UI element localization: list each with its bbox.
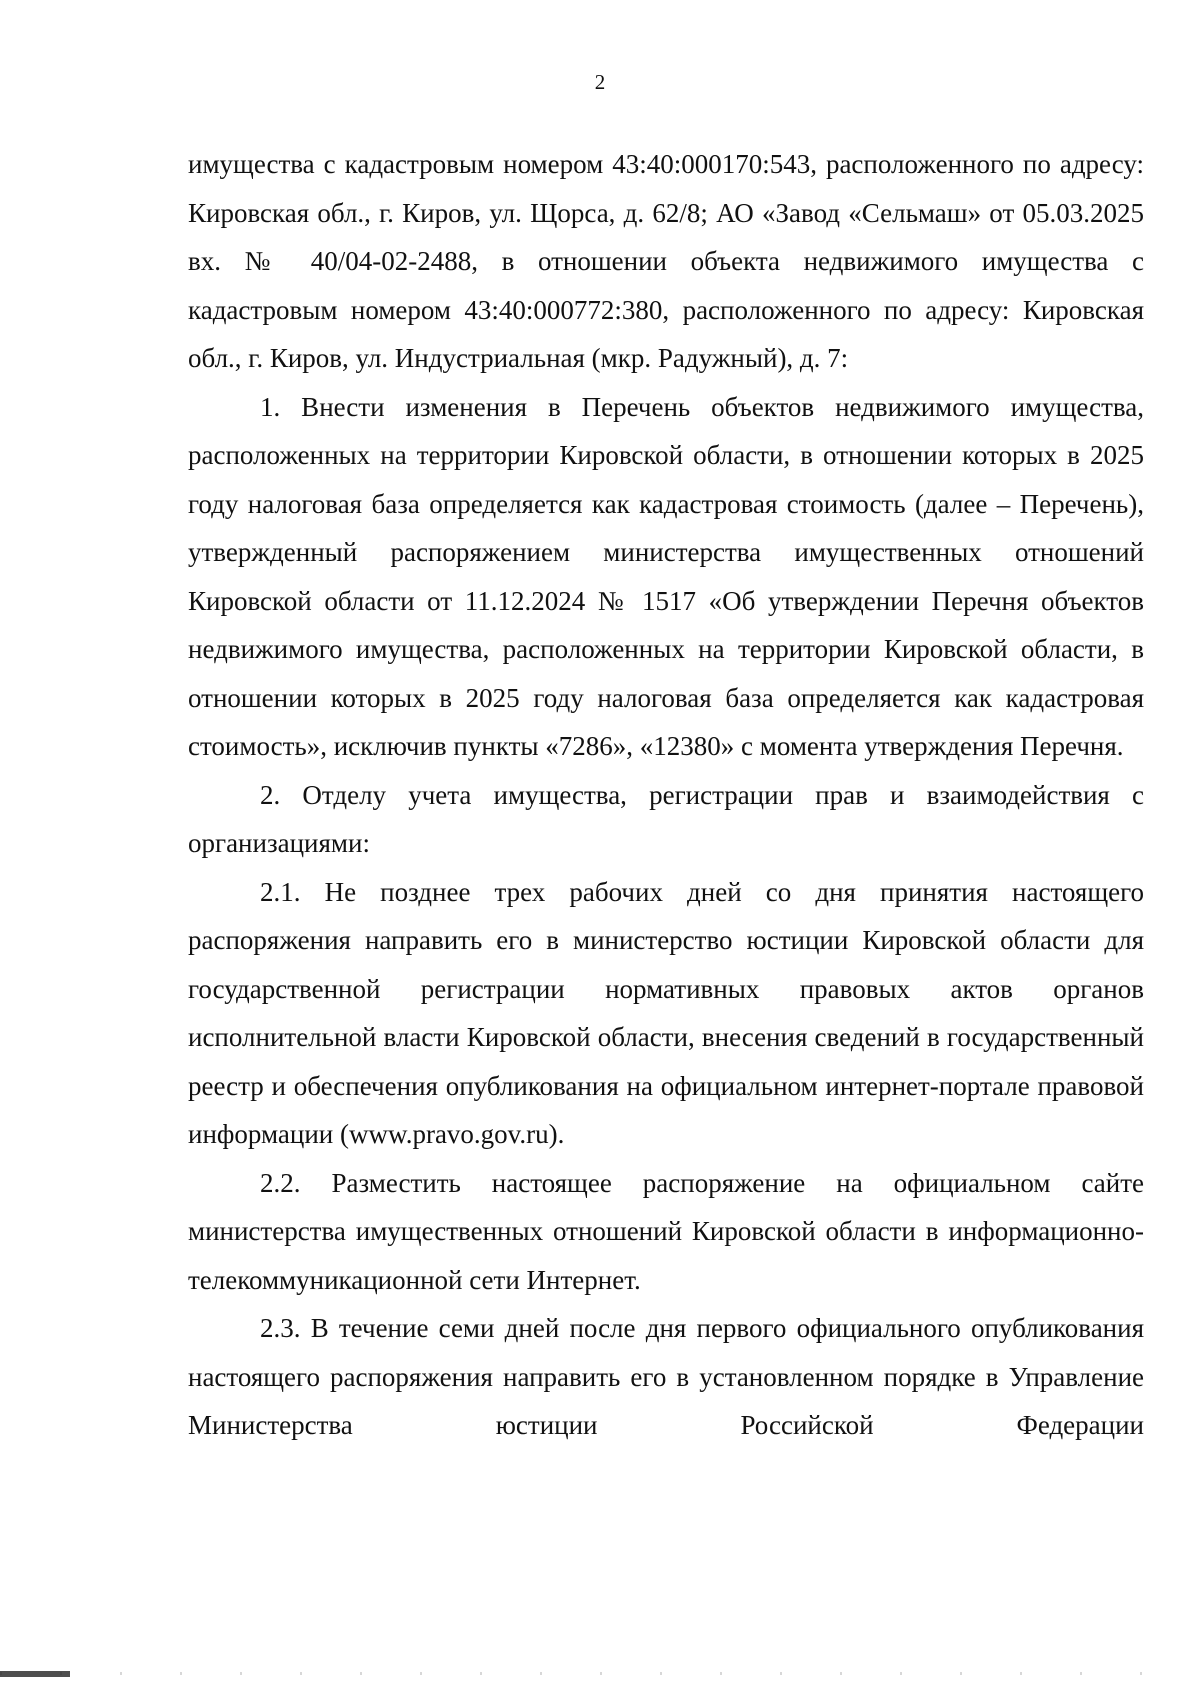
scan-corner-artifact — [0, 1671, 70, 1677]
page-number: 2 — [594, 70, 606, 94]
paragraph-item-2: 2. Отделу учета имущества, регистрации прав и взаимодействия с организациями: — [188, 779, 1144, 858]
paragraph-intro: имущества с кадастровым номером 43:40:000170:543, расположенного по адресу: Кировская обл., г. Киров, ул. Щорса, д. 62/8; АО «Завод «Сельмаш» от 05.03.2025 вх. № 40/04-02-2488, в отношении объекта недвижимого имущества с кадастровым номером 43:40:000772:380, расположенного по адресу: Кировская обл., г. Киров, ул. Индустриальная (мкр. Радужный), д. 7: — [188, 149, 1144, 373]
paragraph-item-1: 1. Внести изменения в Перечень объектов недвижимого имущества, расположенных на территории Кировской области, в отношении которых в 2025 году налоговая база определяется как кадастровая стоимость (далее – Перечень), утвержденный распоряжением министерства имущественных отношений Кировской области от 11.12.2024 № 1517 «Об утверждении Перечня объектов недвижимого имущества, расположенных на территории Кировской области, в отношении которых в 2025 году налоговая база определяется как кадастровая стоимость», исключив пункты «7286», «12380» с момента утверждения Перечня. — [188, 391, 1144, 761]
paragraph-item-2-3: 2.3. В течение семи дней после дня первого официального опубликования настоящего распоряжения направить его в установленном порядке в Управление Министерства юстиции Российской Федерации — [188, 1313, 1144, 1440]
scan-edge-artifact — [0, 1672, 1200, 1675]
paragraph-item-2-2: 2.2. Разместить настоящее распоряжение на официальном сайте министерства имущественных отношений Кировской области в информационно-телекоммуникационной сети Интернет. — [188, 1167, 1144, 1295]
document-body — [188, 140, 1144, 1450]
paragraph-item-2-1: 2.1. Не позднее трех рабочих дней со дня принятия настоящего распоряжения направить его в министерство юстиции Кировской области для государственной регистрации нормативных правовых актов органов исполнительной власти Кировской области, внесения сведений в государственный реестр и обеспечения опубликования на официальном интернет-портале правовой информации (www.pravo.gov.ru). — [188, 876, 1144, 1149]
